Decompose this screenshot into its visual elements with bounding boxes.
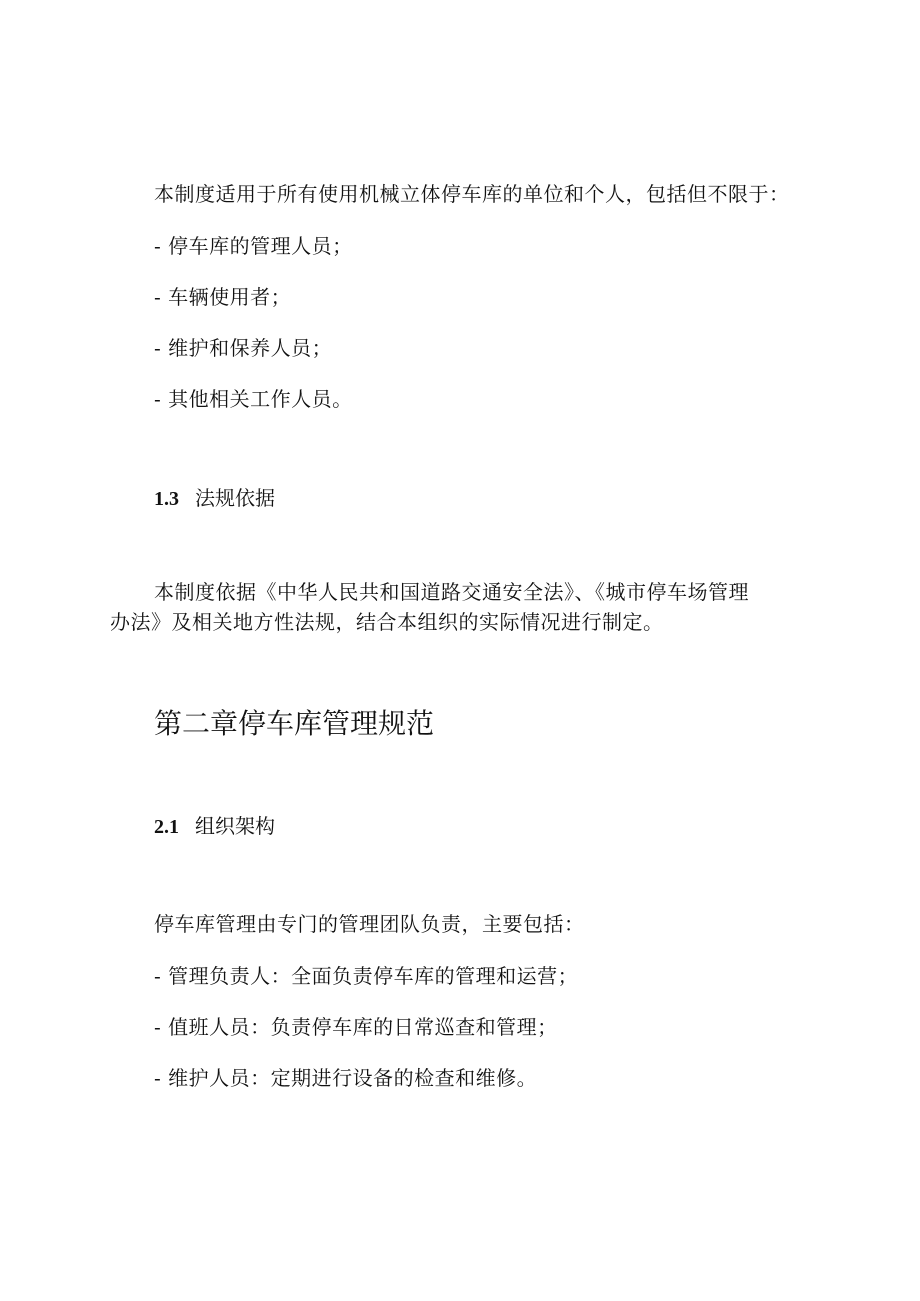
section-heading-1-3 xyxy=(154,482,275,515)
scope-item-maintenance: - 维护和保养人员； xyxy=(154,336,333,360)
scope-intro: 本制度适用于所有使用机械立体停车库的单位和个人，包括但不限于： xyxy=(154,182,790,206)
section-title: 法规依据 xyxy=(195,486,275,510)
section-title: 组织架构 xyxy=(195,814,275,838)
section-heading-2-1 xyxy=(154,810,275,843)
section-number: 2.1 xyxy=(154,816,179,838)
scope-item-vehicle-users: - 车辆使用者； xyxy=(154,285,292,309)
organization-item-maintenance-staff: - 维护人员：定期进行设备的检查和维修。 xyxy=(154,1066,538,1090)
scope-item-managers: - 停车库的管理人员； xyxy=(154,234,353,258)
scope-item-others: - 其他相关工作人员。 xyxy=(154,387,353,411)
organization-intro: 停车库管理由专门的管理团队负责，主要包括： xyxy=(154,912,585,936)
regulation-paragraph-line-1: 本制度依据《中华人民共和国道路交通安全法》、《城市停车场管理 xyxy=(154,580,749,604)
regulation-paragraph-line-2: 办法》及相关地方性法规，结合本组织的实际情况进行制定。 xyxy=(110,610,664,634)
organization-item-manager: - 管理负责人：全面负责停车库的管理和运营； xyxy=(154,964,579,988)
section-number: 1.3 xyxy=(154,488,179,510)
chapter-title: 第二章停车库管理规范 xyxy=(154,707,435,740)
organization-item-duty-staff: - 值班人员：负责停车库的日常巡查和管理； xyxy=(154,1015,558,1039)
